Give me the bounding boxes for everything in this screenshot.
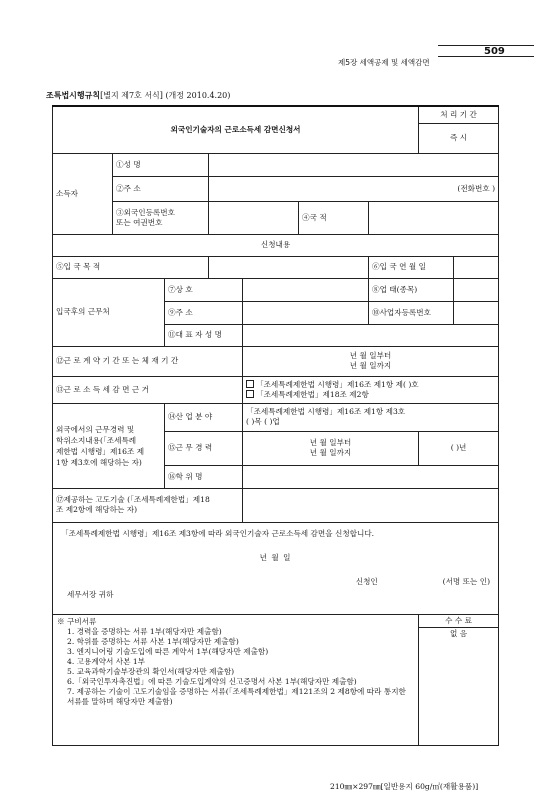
page-number: 509 xyxy=(484,46,505,57)
business-registration-label: ⑩사업자등록번호 xyxy=(369,301,454,324)
document-item: 4. 고용계약서 사본 1부 xyxy=(67,656,146,666)
basis-1-text: 「조세특례제한법 시행령」제16조 제1항 제( )호 xyxy=(256,379,419,389)
ceo-name-label: ⑪대 표 자 성 명 xyxy=(165,324,243,346)
law-reference xyxy=(46,90,230,101)
address-field[interactable] xyxy=(209,176,499,201)
contract-from: 년 월 일부터 xyxy=(349,351,392,360)
application-form xyxy=(52,105,499,746)
document-item: 1. 경력을 증명하는 서류 1부(해당자만 제출함) xyxy=(67,626,222,636)
applicant-label: 신청인 xyxy=(355,576,378,586)
career-label: ⑮근 무 경 력 xyxy=(165,431,243,465)
career-period-field[interactable] xyxy=(243,431,419,465)
declaration-box xyxy=(53,522,499,614)
registration-number-label: ③외국인등록번호 또는 여권번호 xyxy=(113,201,209,234)
address-label: ②주 소 xyxy=(113,176,209,201)
declaration-statement: 「조세특례제한법 시행령」제16조 제3항에 따라 외국인기술자 근로소득세 감면을 신청합니다. xyxy=(61,528,375,538)
declaration-date: 년 월 일 xyxy=(259,552,292,562)
advanced-tech-label: ⑰제공하는 고도기술 (「조세특례제한법」제18 조 제2항에 해당하는 자) xyxy=(53,488,243,522)
industry-label: ⑭산 업 분 야 xyxy=(165,403,243,431)
document-item: 3. 엔지니어링 기술도입에 따른 계약서 1부(해당자만 제출함) xyxy=(67,646,269,656)
header-rule-lower xyxy=(438,56,534,57)
document-item: 7. 제공하는 기술이 고도기술임을 증명하는 서류(「조세특례제한법」제121조의 2 제8항에 따라 통지한 서류를 말하며 해당자만 제출함) xyxy=(67,686,406,706)
advanced-tech-field[interactable] xyxy=(243,488,499,522)
signature-label: (서명 또는 인) xyxy=(442,576,491,586)
law-form-info: [별지 제7호 서식] (개정 2010.4.20) xyxy=(100,91,231,100)
phone-label: (전화번호 ) xyxy=(457,183,496,193)
ceo-name-field[interactable] xyxy=(243,324,499,346)
entry-purpose-label: ⑤입 국 목 적 xyxy=(53,256,209,278)
industry-field[interactable]: 「조세특례제한법 시행령」제16조 제1항 제3호 ( )목 ( )업 xyxy=(243,403,499,431)
degree-label: ⑯학 위 명 xyxy=(165,465,243,488)
basis-2-text: 「조세특례제한법」제18조 제2항 xyxy=(256,389,369,399)
law-name: 조특법시행규칙 xyxy=(46,90,101,100)
nationality-label: ④국 적 xyxy=(299,201,369,234)
company-name-field[interactable] xyxy=(243,278,369,301)
workplace-section-label: 입국후의 근무처 xyxy=(53,278,165,346)
nationality-field[interactable] xyxy=(369,201,499,234)
chapter-title: 제5장 세액공제 및 세액감면 xyxy=(338,58,430,67)
processing-period-label: 처 리 기 간 xyxy=(419,106,499,123)
degree-field[interactable] xyxy=(243,465,499,488)
applicant-line xyxy=(61,577,490,587)
foreign-career-label: 외국에서의 근무경력 및 학위소지내용(「조세특례 제한법 시행령」제16조 제 1항 제3호에 해당하는 자) xyxy=(53,403,165,488)
tax-reduction-basis-field xyxy=(243,376,499,403)
form-title: 외국인기술자의 근로소득세 감면신청서 xyxy=(53,106,419,153)
recipient-label: 세무서장 귀하 xyxy=(67,589,114,599)
processing-period-value: 즉 시 xyxy=(419,123,499,153)
basis-1-checkbox[interactable] xyxy=(246,380,254,388)
document-item: 2. 학위를 증명하는 서류 사본 1부(해당자만 제출함) xyxy=(67,636,239,646)
company-name-label: ⑦상 호 xyxy=(165,278,243,301)
entry-purpose-field[interactable] xyxy=(209,256,369,278)
tax-reduction-basis-label: ⑬근 로 소 득 세 감 면 근 거 xyxy=(53,376,243,403)
name-field[interactable] xyxy=(209,153,499,176)
required-documents xyxy=(53,614,419,745)
entry-date-label: ⑥입 국 연 월 일 xyxy=(369,256,454,278)
work-address-field[interactable] xyxy=(243,301,369,324)
application-section-title: 신청내용 xyxy=(53,234,499,256)
career-to: 년 월 일까지 xyxy=(309,448,352,457)
career-years[interactable]: ( )년 xyxy=(419,431,499,465)
registration-number-field[interactable] xyxy=(209,201,299,234)
applicant-section-label: 소득자 xyxy=(53,153,113,234)
basis-2-checkbox[interactable] xyxy=(246,390,254,398)
business-registration-field[interactable] xyxy=(454,301,499,324)
work-address-label: ⑨주 소 xyxy=(165,301,243,324)
contract-period-label: ⑫근 로 계 약 기 간 또 는 체 재 기 간 xyxy=(53,346,243,376)
contract-to: 년 월 일까지 xyxy=(349,361,392,370)
paper-spec-footer: 210㎜×297㎜[일반용지 60g/㎡(재활용품)] xyxy=(330,782,479,791)
entry-date-field[interactable] xyxy=(454,256,499,278)
business-type-label: ⑧업 태(종목) xyxy=(369,278,454,301)
career-from: 년 월 일부터 xyxy=(309,438,352,447)
document-item: 5. 교육과학기술부장관의 확인서(해당자만 제출함) xyxy=(67,666,235,676)
documents-title: ※ 구비서류 xyxy=(57,616,97,626)
fee-label: 수 수 료 xyxy=(419,614,499,627)
name-label: ①성 명 xyxy=(113,153,209,176)
document-item: 6.「외국인투자촉진법」에 따른 기술도입계약의 신고증명서 사본 1부(해당자만 제출함) xyxy=(67,676,357,686)
contract-period-field[interactable] xyxy=(243,346,499,376)
fee-value: 없 음 xyxy=(419,627,499,745)
business-type-field[interactable] xyxy=(454,278,499,301)
